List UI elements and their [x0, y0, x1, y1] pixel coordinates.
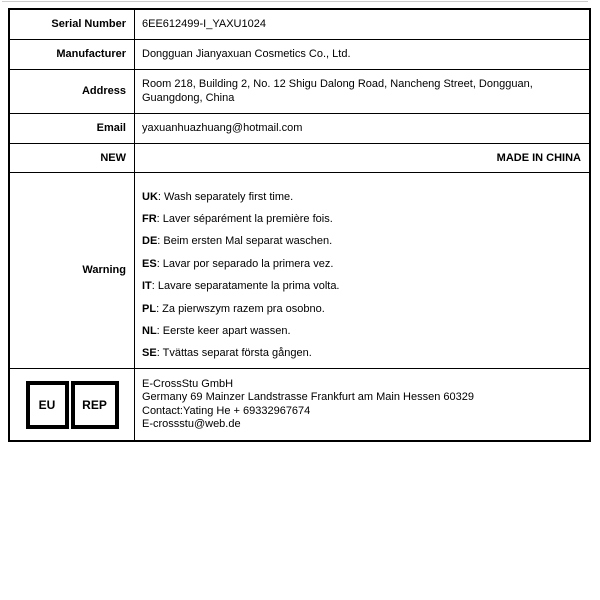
rep-badge-box: REP	[71, 381, 119, 429]
eu-rep-line-1: Germany 69 Mainzer Landstrasse Frankfurt am Main Hessen 60329	[142, 391, 474, 403]
eu-rep-lines	[142, 378, 581, 432]
warning-line-pl: PL: Za pierwszym razem pra osobno.	[142, 302, 325, 315]
address-label: Address	[9, 69, 135, 113]
eu-badge-box: EU	[26, 381, 69, 429]
warning-line-de: DE: Beim ersten Mal separat waschen.	[142, 235, 333, 248]
eu-rep-line-3: E-crossstu@web.de	[142, 418, 241, 430]
manufacturer-value: Dongguan Jianyaxuan Cosmetics Co., Ltd.	[135, 39, 591, 69]
table-row-warning	[9, 172, 590, 368]
table-row-new	[9, 143, 590, 172]
new-label: NEW	[9, 143, 135, 172]
table-row-serial-number	[9, 9, 590, 39]
warning-label: Warning	[9, 172, 135, 368]
address-value: Room 218, Building 2, No. 12 Shigu Dalong Road, Nancheng Street, Dongguan, Guangdong, China	[135, 69, 591, 113]
serial-number-value: 6EE612499-I_YAXU1024	[135, 9, 591, 39]
warning-line-it: IT: Lavare separatamente la prima volta.	[142, 280, 340, 293]
email-label: Email	[9, 113, 135, 143]
made-in-china-value: MADE IN CHINA	[135, 143, 591, 172]
page-break-line	[2, 1, 588, 2]
table-row-eu-rep	[9, 368, 590, 441]
table-row-address	[9, 69, 590, 113]
manufacturer-label: Manufacturer	[9, 39, 135, 69]
product-label-table	[8, 8, 591, 442]
table-row-email	[9, 113, 590, 143]
warning-line-es: ES: Lavar por separado la primera vez.	[142, 257, 334, 270]
serial-number-label: Serial Number	[9, 9, 135, 39]
eu-rep-line-2: Contact:Yating He + 69332967674	[142, 404, 311, 417]
warning-list	[142, 186, 581, 365]
eu-rep-badge-cell	[9, 368, 135, 441]
eu-rep-badge	[26, 381, 119, 429]
warning-value-cell	[135, 172, 591, 368]
eu-rep-line-0: E-CrossStu GmbH	[142, 377, 234, 390]
warning-line-fr: FR: Laver séparément la première fois.	[142, 212, 333, 225]
email-value: yaxuanhuazhuang@hotmail.com	[135, 113, 591, 143]
warning-line-uk: UK: Wash separately first time.	[142, 190, 294, 203]
table-row-manufacturer	[9, 39, 590, 69]
warning-line-se: SE: Tvättas separat första gången.	[142, 347, 312, 360]
warning-line-nl: NL: Eerste keer apart wassen.	[142, 324, 291, 337]
eu-rep-value-cell	[135, 368, 591, 441]
